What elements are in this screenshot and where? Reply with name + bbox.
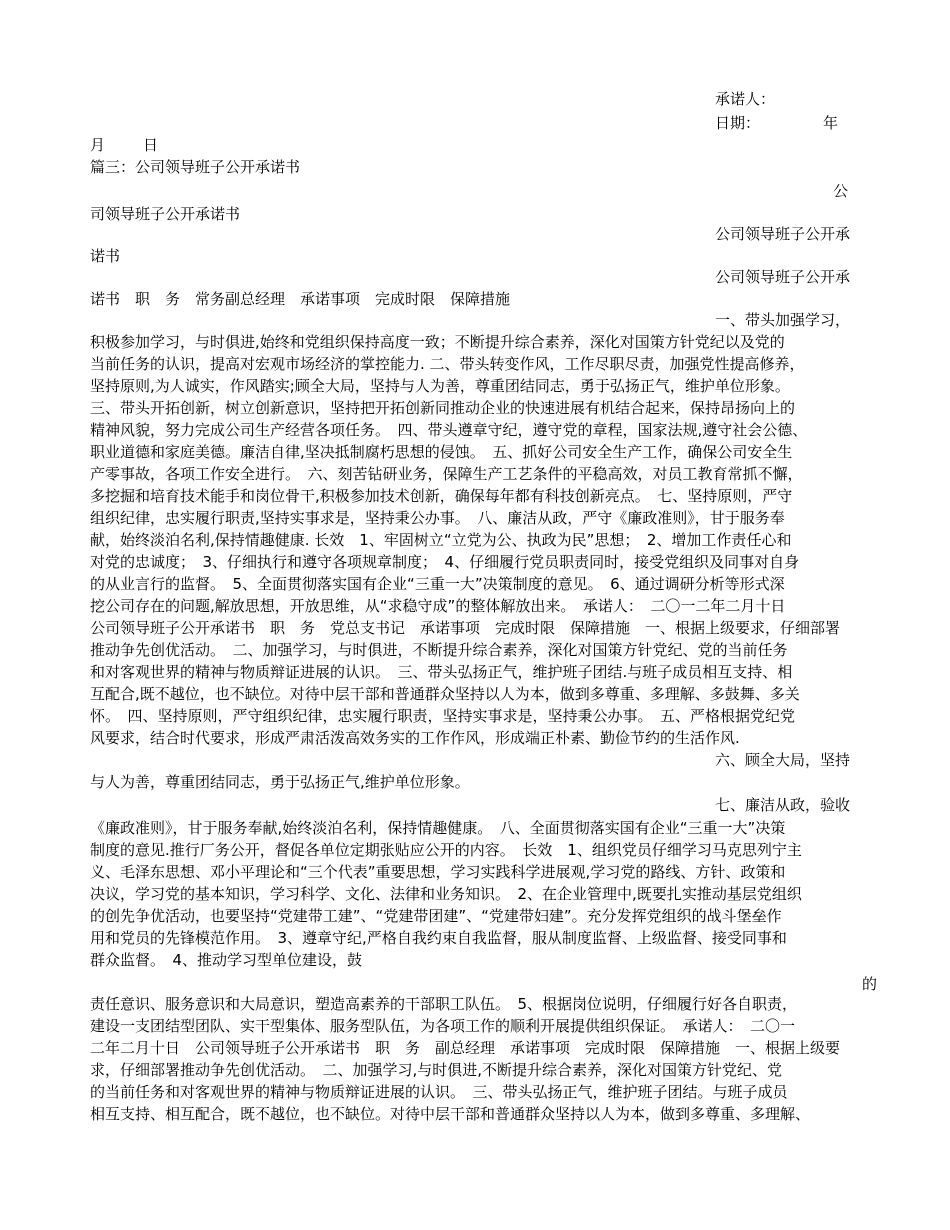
text-line: 多挖掘和培育技术能手和岗位骨干,积极参加技术创新，确保每年都有科技创新亮点。 七、坚持原则，严守 <box>90 487 793 505</box>
text-line: 用和党员的先锋模范作用。 3、遵章守纪,严格自我约束自我监督，服从制度监督、上级监督、接受同事和 <box>90 929 787 947</box>
text-line: 公司领导班子公开承 <box>715 225 851 243</box>
text-line: 二年二月十日 公司领导班子公开承诺书 职 务 副总经理 承诺事项 完成时限 保障措施 一、根据上级要 <box>90 1039 841 1057</box>
text-line: 决议，学习党的基本知识，学习科学、文化、法律和业务知识。 2、在企业管理中,既要扎实推动基层党组织 <box>90 885 802 903</box>
text-line: 司领导班子公开承诺书 <box>90 205 241 223</box>
text-line: 产零事故，各项工作安全进行。 六、刻苦钻研业务，保障生产工艺条件的平稳高效，对员工教育常抓不懈， <box>90 465 803 483</box>
text-line: 义、毛泽东思想、邓小平理论和“三个代表”重要思想，学习实践科学进展观,学习党的路线、方针、政策和 <box>90 863 786 881</box>
promiser-label: 承诺人： <box>715 90 776 108</box>
text-line: 的当前任务和对客观世界的精神与物质辩证进展的认识。 三、带头弘扬正气，维护班子团结。与班子成员 <box>90 1083 788 1101</box>
text-line: 的 <box>862 975 878 993</box>
text-line: 的创先争优活动，也要坚持“党建带工建”、“党建带团建”、“党建带妇建”。充分发挥党组织的战斗堡垒作 <box>90 907 782 925</box>
date-line <box>715 112 875 135</box>
text-line: 责任意识、服务意识和大局意识，塑造高素养的干部职工队伍。 5、根据岗位说明，仔细履行好各自职责， <box>90 995 798 1013</box>
text-line: 《廉政准则》，甘于服务奉献,始终淡泊名利，保持情趣健康。 八、全面贯彻落实国有企业“三重一大”决策 <box>90 819 786 837</box>
text-line: 诺书 职 务 常务副总经理 承诺事项 完成时限 保障措施 <box>90 290 511 308</box>
month-char: 月 <box>90 136 106 154</box>
text-line: 一、带头加强学习， <box>715 311 851 329</box>
text-line: 献，始终淡泊名利,保持情趣健康. 长效 1、牢固树立“立党为公、执政为民”思想； 2、增加工作责任心和 <box>90 531 792 549</box>
text-line: 对党的忠诚度； 3、仔细执行和遵守各项规章制度； 4、仔细履行党员职责同时，接受党组织及同事对自身 <box>90 553 800 571</box>
text-line: 六、顾全大局，坚持 <box>715 751 851 769</box>
text-line: 坚持原则,为人诚实，作风踏实;顾全大局，坚持与人为善，尊重团结同志，勇于弘扬正气，维护单位形象。 <box>90 377 790 395</box>
text-line: 诺书 <box>90 247 121 265</box>
text-line: 的从业言行的监督。 5、全面贯彻落实国有企业“三重一大”决策制度的意见。 6、通过调研分析等形式深 <box>90 575 785 593</box>
text-line: 公 <box>833 182 849 200</box>
text-line: 与人为善，尊重团结同志，勇于弘扬正气,维护单位形象。 <box>90 773 470 791</box>
text-line: 群众监督。 4、推动学习型单位建设，鼓 <box>90 951 363 969</box>
text-line: 怀。 四、坚持原则，严守组织纪律，忠实履行职责，坚持实事求是，坚持秉公办事。 五、严格根据党纪党 <box>90 707 796 725</box>
text-line: 职业道德和家庭美德。廉洁自律,坚决抵制腐朽思想的侵蚀。 五、抓好公司安全生产工作，确保公司安全生 <box>90 443 793 461</box>
text-line: 推动争先创优活动。 二、加强学习，与时俱进，不断提升综合素养，深化对国策方针党纪、党的当前任务 <box>90 641 788 659</box>
text-line: 制度的意见.推行厂务公开，督促各单位定期张贴应公开的内容。 长效 1、组织党员仔细学习马克思列宁主 <box>90 841 802 859</box>
section-title: 篇三：公司领导班子公开承诺书 <box>90 158 301 176</box>
text-line: 相互支持、相互配合，既不越位，也不缺位。对待中层干部和普通群众坚持以人为本，做到多尊重、多理解、 <box>90 1105 811 1123</box>
text-line: 公司领导班子公开承诺书 职 务 党总支书记 承诺事项 完成时限 保障措施 一、根据上级要求，仔细部署 <box>90 619 841 637</box>
text-line: 组织纪律，忠实履行职责,坚持实事求是，坚持秉公办事。 八、廉洁从政，严守《廉政准则》，甘于服务奉 <box>90 509 785 527</box>
text-line: 公司领导班子公开承 <box>715 268 851 286</box>
month-day-line <box>90 134 880 157</box>
text-line: 建设一支团结型团队、实干型集体、服务型队伍，为各项工作的顺利开展提供组织保证。 承诺人： 二〇一 <box>90 1017 796 1035</box>
day-char: 日 <box>143 136 159 154</box>
text-line: 和对客观世界的精神与物质辩证进展的认识。 三、带头弘扬正气，维护班子团结.与班子成员相互支持、相 <box>90 663 793 681</box>
date-label: 日期： <box>715 114 761 132</box>
text-line: 挖公司存在的问题,解放思想，开放思维，从“求稳守成”的整体解放出来。 承诺人： 二〇一二年二月十日 <box>90 597 786 615</box>
text-line: 积极参加学习，与时俱进,始终和党组织保持高度一致；不断提升综合素养，深化对国策方针党纪以及党的 <box>90 333 785 351</box>
text-line: 互配合,既不越位，也不缺位。对待中层干部和普通群众坚持以人为本，做到多尊重、多理解、多鼓舞、多关 <box>90 685 800 703</box>
year-char: 年 <box>823 114 839 132</box>
text-line: 精神风貌，努力完成公司生产经营各项任务。 四、带头遵章守纪，遵守党的章程，国家法规,遵守社会公德、 <box>90 421 808 439</box>
text-line: 当前任务的认识，提高对宏观市场经济的掌控能力. 二、带头转变作风，工作尽职尽责，加强党性提高修养， <box>90 355 805 373</box>
text-line: 求，仔细部署推动争先创优活动。 二、加强学习,与时俱进,不断提升综合素养，深化对国策方针党纪、党 <box>90 1061 783 1079</box>
text-line: 三、带头开拓创新，树立创新意识，坚持把开拓创新同推动企业的快速进展有机结合起来，保持昂扬向上的 <box>90 399 796 417</box>
text-line: 风要求，结合时代要求，形成严肃活泼高效务实的工作作风，形成端正朴素、勤俭节约的生活作风. <box>90 729 740 747</box>
text-line: 七、廉洁从政，验收 <box>715 796 851 814</box>
